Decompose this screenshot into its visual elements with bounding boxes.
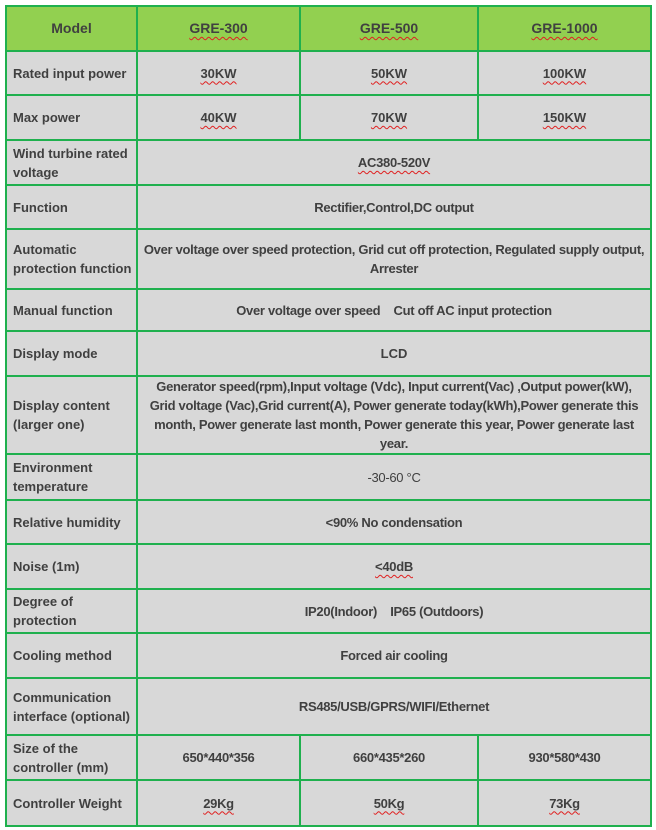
row-automatic-protection-function (6, 229, 651, 289)
row-display-content (6, 376, 651, 454)
row-value (300, 51, 478, 95)
row-cooling-method (6, 633, 651, 678)
row-value (478, 51, 651, 95)
row-label: Noise (1m) (6, 544, 137, 589)
row-value (137, 780, 300, 826)
row-relative-humidity (6, 500, 651, 544)
row-label: Size of the controller (mm) (6, 735, 137, 780)
row-value: Forced air cooling (137, 633, 651, 678)
value-text: 40KW (200, 110, 237, 125)
row-manual-function (6, 289, 651, 331)
row-label: Display mode (6, 331, 137, 376)
row-value: RS485/USB/GPRS/WIFI/Ethernet (137, 678, 651, 735)
row-value: 660*435*260 (300, 735, 478, 780)
row-controller-size (6, 735, 651, 780)
row-label: Relative humidity (6, 500, 137, 544)
row-max-power (6, 95, 651, 140)
model-name: GRE-1000 (531, 20, 598, 36)
model-name: GRE-300 (189, 20, 248, 36)
row-value (478, 95, 651, 140)
row-value: <90% No condensation (137, 500, 651, 544)
value-text: 29Kg (203, 795, 234, 811)
row-value (137, 140, 651, 185)
row-label: Automatic protection function (6, 229, 137, 289)
row-function (6, 185, 651, 229)
header-model-gre-300 (137, 6, 300, 51)
value-text: 50Kg (373, 795, 405, 811)
row-label: Degree of protection (6, 589, 137, 633)
row-value: Rectifier,Control,DC output (137, 185, 651, 229)
header-model-label: Model (6, 6, 137, 51)
row-label: Environment temperature (6, 454, 137, 500)
row-value (300, 780, 478, 826)
row-value (300, 95, 478, 140)
row-wind-turbine-rated-voltage (6, 140, 651, 185)
row-label: Function (6, 185, 137, 229)
row-label: Display content (larger one) (6, 376, 137, 454)
header-model-gre-1000 (478, 6, 651, 51)
row-label: Communication interface (optional) (6, 678, 137, 735)
row-label: Manual function (6, 289, 137, 331)
row-value: Over voltage over speed Cut off AC input protection (137, 289, 651, 331)
header-row (6, 6, 651, 51)
value-text: 30KW (200, 65, 237, 81)
row-label: Rated input power (6, 51, 137, 95)
row-value: 650*440*356 (137, 735, 300, 780)
value-text: 50KW (370, 65, 408, 81)
row-communication-interface (6, 678, 651, 735)
row-noise (6, 544, 651, 589)
row-label: Controller Weight (6, 780, 137, 826)
row-value (478, 780, 651, 826)
row-label: Cooling method (6, 633, 137, 678)
spec-table (5, 5, 652, 827)
row-value: 930*580*430 (478, 735, 651, 780)
row-label: Max power (6, 95, 137, 140)
row-value: Generator speed(rpm),Input voltage (Vdc), Input current(Vac) ,Output power(kW), Grid voltage (Vac),Grid current(A), Power generate today(kWh),Power generate this month, Power generate last month, Power generate this year, Power generate last year. (137, 376, 651, 454)
row-value (137, 51, 300, 95)
row-label: Wind turbine rated voltage (6, 140, 137, 185)
value-text: <40dB (375, 559, 413, 574)
value-text: 73Kg (549, 795, 580, 811)
model-name: GRE-500 (359, 20, 419, 36)
row-rated-input-power (6, 51, 651, 95)
header-model-gre-500 (300, 6, 478, 51)
row-environment-temperature (6, 454, 651, 500)
row-degree-of-protection (6, 589, 651, 633)
value-text: 100KW (542, 65, 587, 81)
row-value (137, 95, 300, 140)
row-value: IP20(Indoor) IP65 (Outdoors) (137, 589, 651, 633)
row-controller-weight (6, 780, 651, 826)
value-text: 150KW (542, 110, 587, 125)
row-value: LCD (137, 331, 651, 376)
row-display-mode (6, 331, 651, 376)
row-value: Over voltage over speed protection, Grid cut off protection, Regulated supply output, Arrester (137, 229, 651, 289)
value-text: 70KW (370, 110, 408, 125)
row-value: -30-60 °C (137, 454, 651, 500)
row-value (137, 544, 651, 589)
value-text: AC380-520V (357, 155, 431, 170)
